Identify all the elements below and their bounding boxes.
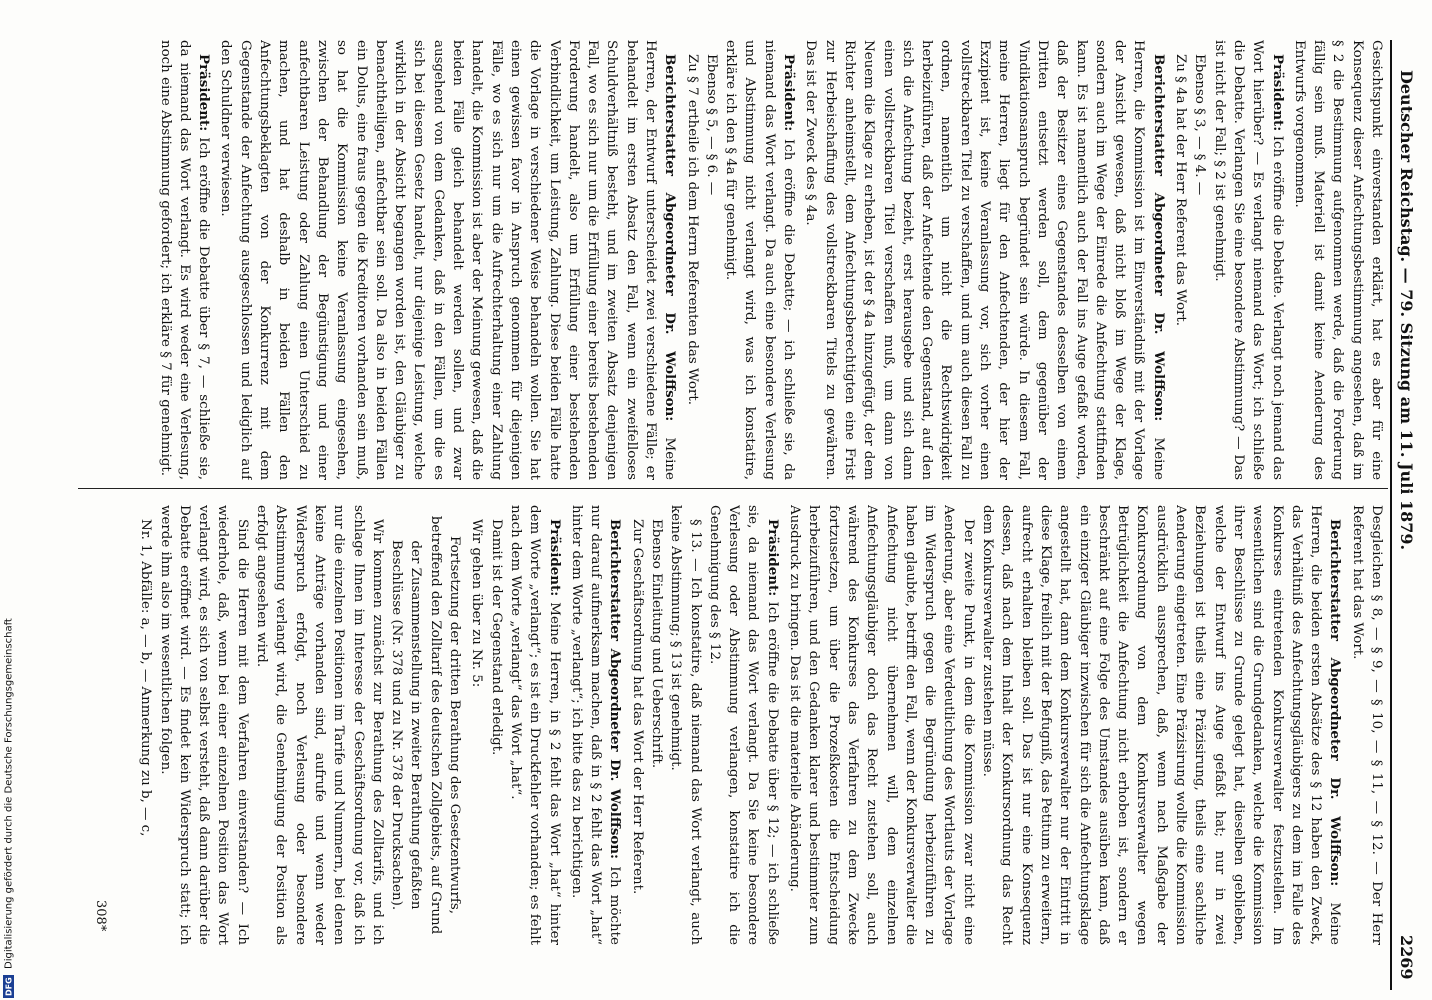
paragraph-text: Wir kommen zunächst zur Berathung des Zolltarifs, und ich schlage Ihnen im Interesse der Geschäftsordnung vor, daß ich nur die einzelnen Positionen im Tarife und Nummern, bei denen keine Anträge vorhanden sind, aufrufe und wenn weder Widerspruch erfolgt, noch Verlesung oder besondere Abstimmung verlangt wird, die Genehmigung der Position als erfolgt angesehen wird. [254,505,385,945]
dfg-logo: DFG [4,977,14,996]
paragraph-text: Ebenso Einleitung und Ueberschrift. [649,519,665,769]
paragraph [682,40,701,480]
paragraph [486,505,505,945]
speech-paragraph [721,40,798,480]
speech-paragraph [216,40,679,480]
running-header: Deutscher Reichstag. — 79. Sitzung am 11. Juli 1879. [1397,70,1416,551]
paragraph-text: Damit ist der Gegenstand erledigt. [488,519,504,756]
paragraph-text: Wir gehen über zu Nr. 5: [469,519,485,688]
credit-text: Digitalisierung gefördert durch die Deutsche Forschungsgemeinschaft [3,618,15,970]
digitization-credit [2,18,16,998]
paragraph-text: Meine Herren, die Kommission ist im Einverständniß mit der Vorlage der Ansicht gewesen, daß nicht bloß im Wege der Klage, sondern auch im Wege der Einrede die Anfechtung stattfinden kann. Es ist namentlich auch der Fall ins Auge gefaßt worden, daß der Besitzer eines Gegenstandes desselben von einem Dritten entsetzt werden soll, dem gegenüber der Vindikationsanspruch begründet sein würde. In diesem Fall, meine Herren, liegt für den Anfechtenden, der hier der Exzipient ist, keine Veranlassung vor, sich vorher einen vollstreckbaren Titel zu verschaffen, und um auch diesen Fall zu ordnen, namentlich um nicht die Rechtswidrigkeit herbeizuführen, daß der Anfechtende den Gegenstand, auf den sich die Anfechtung bezieht, erst herausgebe und sich dann einen vollstreckbaren Titel verschaffen muß, um dann von Neuem die Klage zu erheben, ist der § 4a hinzugefügt, der dem Richter anheimstellt, dem Anfechtungsberechtigten eine Frist zur Herbeischaffung des vollstreckbaren Titels zu gewähren. Das ist der Zweck des § 4a. [803,40,1166,480]
paragraph-text: Ich möchte nur darauf aufmerksam machen, daß in § 2 fehlt das Wort „hat“ hinter dem Worte „verlangt“; ich bitte das zu berichtigen. [568,505,623,945]
column-divider [78,488,1388,489]
continued-paragraph [1347,505,1386,945]
paragraph-text: § 13. — Ich konstatire, daß niemand das Wort verlangt, auch keine Abstimmung; § 13 ist genehmigt. [668,505,703,945]
paragraph-text: Ebenso § 5, — § 6. — [703,54,719,196]
paragraph [155,505,251,945]
paragraph-text: Der zweite Punkt, in dem die Kommission zwar nicht eine Aenderung, aber eine Verdeutlichung des Wortlauts der Vorlage im Widerspruch gegen die Begründung herbeizuführen zu haben glaubte, betrifft den Fall, wenn der Konkursverwalter die Anfechtung nicht übernehmen will, dem einzelnen Anfechtungsgläubiger doch das Recht zustehen soll, auch während des Konkurses das Verfahren zu dem Zwecke fortzusetzen, um über die Prozeßkosten die Entscheidung herbeizuführen, und den Gedanken klarer und bestimmter zum Ausdruck zu bringen. Das ist die materielle Abänderung. [787,505,976,945]
speaker-name: Berichterstatter Abgeordneter Dr. Wolffson: [1327,519,1344,887]
agenda-item-heading [387,505,464,945]
paragraph-text: Nr. 1, Abfälle: a, — b, — Anmerkung zu b, — c, [138,519,154,837]
paragraph [467,505,486,945]
paragraph-text: Gesichtspunkt einverstanden erklärt, hat es aber für eine Konsequenz dieser Anfechtungsbestimmung angesehen, daß im § 2 die Bestimmung aufgenommen werde, daß die Forderung fällig sein muß. Materiell ist damit keine Aenderung des Entwurfs vorgenommen. [1291,40,1384,480]
speech-paragraph [506,505,564,945]
speaker-name: Präsident: [781,54,798,132]
paragraph-text: Ebenso § 3, — § 4. — [1192,54,1208,196]
speech-paragraph [155,40,213,480]
paragraph [252,505,387,945]
paragraph [785,505,978,945]
speech-paragraph [1209,40,1286,480]
speech-paragraph [705,505,782,945]
speaker-name: Präsident: [1269,54,1286,132]
speech-paragraph [801,40,1168,480]
header-rule [1390,40,1392,990]
speaker-name: Berichterstatter Abgeordneter Dr. Wolffson: [1150,54,1167,422]
paragraph-text: Ich eröffne die Debatte über § 12; — ich schließe sie, da niemand das Wort verlangt. Da Sie keine besondere Verlesung oder Abstimmung verlangen, konstatire ich die Genehmigung des § 12. [706,505,780,945]
paragraph-text: Ich eröffne die Debatte über § 7, — schließe sie, da niemand das Wort verlangt. Es wird weder eine Verlesung, noch eine Abstimmung gefordert; ich erkläre § 7 für genehmigt. [157,40,212,480]
paragraph-text: Sind die Herren mit dem Verfahren einverstanden? — Ich wiederhole, daß, wenn bei einer einzelnen Position das Wort verlangt wird, es sich von selbst versteht, daß dann darüber die Debatte eröffnet wird. — Es findet kein Widerspruch statt; ich werde ihm also im wesentlichen folgen. [157,505,250,945]
paragraph-text: Zu § 7 ertheile ich dem Herrn Referenten das Wort. [684,54,700,405]
paragraph [627,505,646,945]
speech-paragraph [978,505,1345,945]
scanned-page [8,0,1420,1000]
paragraph-text: Zur Geschäftsordnung hat das Wort der Herr Referent. [629,519,645,895]
page-signature: 308* [93,900,108,932]
paragraph-text: Meine Herren, der Entwurf unterscheidet zwei verschiedene Fälle; er behandelt im ersten Absatz den Fall, wenn ein zweifelloses Schuldverhältniß besteht, und im zweiten Absatz denjenigen Fall, wo es sich nur um die Erfüllung einer bereits bestehenden Forderung handelt, also um Erfüllung einer bestehenden Verbindlichkeit, um Leistung, Zahlung. Diese beiden Fälle hatte die Vorlage in verschiedener Weise behandeln wollen. Sie hat einen gewissen favor in Anspruch genommen für diejenigen Fälle, wo es sich nur um die Aufrechterhaltung einer Zahlung handelt, die Kommission ist aber der Meinung gewesen, daß die beiden Fälle gleich behandelt werden sollen, und zwar ausgehend von dem Gedanken, daß in den Fällen, um die es sich bei diesem Gesetz handelt, nur diejenige Leistung, welche wirklich in der Absicht begangen worden ist, den Gläubiger zu benachtheiligen, anfechtbar sein soll. Da also in beiden Fällen ein Dolus, eine fraus gegen die Kreditoren vorhanden sein muß, so hat die Kommission keine Veranlassung eingesehen, zwischen der Behandlung der Begünstigung und einer anfechtbaren Leistung oder Zahlung einen Unterschied zu machen, und hat deshalb in beiden Fällen den Anfechtungsbeklagten von der Konkurrenz mit dem Gegenstande der Anfechtung ausgeschlossen und lediglich auf den Schuldner verwiesen. [218,40,678,480]
paragraph-text: Ich eröffne die Debatte. Verlangt noch jemand das Wort hierüber? — Es verlangt niemand das Wort; ich schließe die Debatte. Verlangen Sie eine besondere Abstimmung? — Das ist nicht der Fall; § 2 ist genehmigt. [1211,40,1285,480]
paragraph [136,505,155,945]
paragraph [702,40,721,480]
continued-paragraph [1290,40,1386,480]
speaker-name: Präsident: [196,54,213,132]
right-column [86,505,1386,945]
paragraph [647,505,666,945]
speech-paragraph [567,505,625,945]
speaker-name: Präsident: [764,519,781,597]
paragraph [666,505,705,945]
paragraph-text: Desgleichen § 8, — § 9, — § 10, — § 11, — § 12. — Der Herr Referent hat das Wort. [1349,505,1384,945]
paragraph-text: Meine Herren, in § 2 fehlt das Wort „hat“ hinter dem Worte „verlangt“; es ist ein Druckfehler vorhanden; es fehlt nach dem Worte „verlangt“ das Wort „hat“. [507,505,562,945]
paragraph-text: Zu § 4a hat der Herr Referent das Wort. [1173,54,1189,327]
page-number: 2269 [1397,935,1416,980]
paragraph [1171,40,1190,480]
speaker-name: Berichterstatter Abgeordneter Dr. Wolffson: [662,54,679,422]
paragraph-text: Fortsetzung der dritten Berathung des Gesetzentwurfs, betreffend den Zolltarif des deutschen Zollgebiets, auf Grund der Zusammenstellung in zweiter Berathung gefaßten Beschlüsse (Nr. 378 und zu Nr. 378 der Drucksachen). [389,515,463,935]
left-column [86,40,1386,480]
speaker-name: Präsident: [546,519,563,597]
speaker-name: Berichterstatter Abgeordneter Dr. Wolffson: [607,519,624,859]
paragraph-text: Ich eröffne die Debatte; — ich schließe sie, da niemand das Wort verlangt. Da auch eine besondere Verlesung und Abstimmung nicht verlangt wird, was ich konstatire, erkläre ich den § 4a für genehmigt. [723,40,797,480]
paragraph [1190,40,1209,480]
paragraph-text: Meine Herren, die beiden ersten Absätze des § 12 haben den Zweck, das Verhältniß des Anfechtungsgläubigers zu dem im Falle des Konkurses eintretenden Konkursverwalter festzustellen. Im wesentlichen sind die Grundgedanken, welche die Kommission ihrer Beschlüsse zu Grunde gelegt hat, dieselben geblieben, welche der Entwurf ins Auge gefaßt hat; nur in zwei Beziehungen ist theils eine Präzisirung, theils eine sachliche Aenderung eingetreten. Eine Präzisirung wollte die Kommission ausdrücklich aussprechen, daß, wenn nach Maßgabe der Konkursordnung von dem Konkursverwalter wegen Betrüglichkeit die Anfechtung nicht erhoben ist, sondern er beschränkt auf eine Folge des Umstandes ausüben kann, daß ein einziger Gläubiger inzwischen für sich die Anfechtungsklage angestellt hat, dann dem Konkursverwalter nur der Eintritt in diese Klage, freilich mit der Befugniß, das Petitum zu erweitern, aufrecht erhalten bleiben soll. Das ist nur eine Konsequenz dessen, daß nach dem Inhalt der Konkursordnung das Recht dem Konkursverwalter zustehen müsse. [980,505,1343,945]
